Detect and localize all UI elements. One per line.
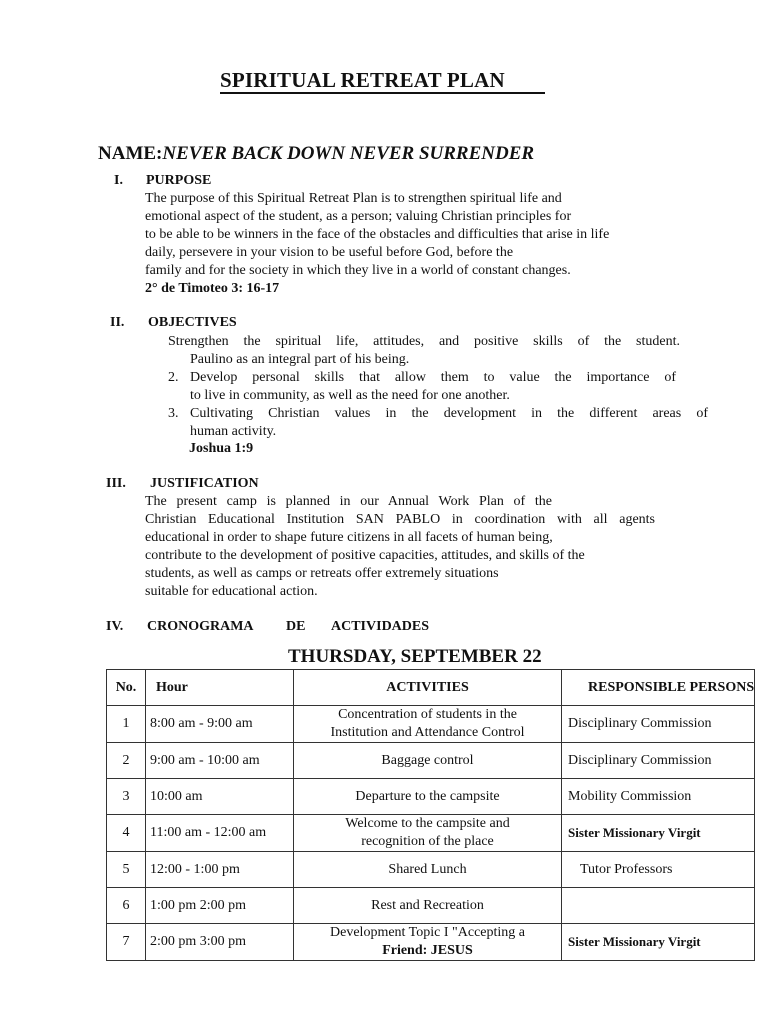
- table-row: [107, 779, 755, 815]
- row-hour: 12:00 - 1:00 pm: [146, 852, 294, 888]
- row-number: 7: [107, 924, 146, 961]
- row-activity: [294, 888, 562, 924]
- table-row: [107, 888, 755, 924]
- row-responsible: [562, 888, 755, 924]
- objective-1-line1: Strengthen the spiritual life, attitudes, and positive skills of the student.: [168, 334, 680, 349]
- objective-3: [190, 405, 708, 441]
- row-number: 1: [107, 706, 146, 743]
- column-header-responsible: RESPONSIBLE PERSONS: [562, 670, 755, 706]
- purpose-number: I.: [114, 173, 123, 188]
- activity-line: recognition of the place: [361, 834, 494, 849]
- column-header-activities: ACTIVITIES: [294, 670, 562, 706]
- justification-line: Christian Educational Institution SAN PABLO in coordination with all agents: [145, 512, 655, 527]
- row-responsible: Sister Missionary Virgit: [562, 924, 755, 961]
- row-hour: 1:00 pm 2:00 pm: [146, 888, 294, 924]
- row-activity: [294, 815, 562, 852]
- row-number: 5: [107, 852, 146, 888]
- schedule-date: THURSDAY, SEPTEMBER 22: [288, 646, 542, 667]
- purpose-verse: 2° de Timoteo 3: 16-17: [145, 281, 280, 296]
- justification-line: educational in order to shape future citizens in all facets of human being,: [145, 530, 553, 545]
- row-hour: 8:00 am - 9:00 am: [146, 706, 294, 743]
- row-responsible: Disciplinary Commission: [562, 743, 755, 779]
- row-hour: 10:00 am: [146, 779, 294, 815]
- table-header-row: [107, 670, 755, 706]
- justification-line: The present camp is planned in our Annual Work Plan of the: [145, 494, 552, 509]
- activity-line: Shared Lunch: [388, 861, 467, 877]
- purpose-paragraph: [145, 190, 656, 298]
- objective-2: [190, 369, 676, 405]
- activity-line: Friend: JESUS: [382, 943, 473, 958]
- row-number: 6: [107, 888, 146, 924]
- row-number: 4: [107, 815, 146, 852]
- row-number: 3: [107, 779, 146, 815]
- row-responsible: Tutor Professors: [562, 852, 755, 888]
- table-row: [107, 924, 755, 961]
- activity-line: Rest and Recreation: [371, 897, 484, 913]
- purpose-heading: PURPOSE: [146, 173, 212, 188]
- row-number: 2: [107, 743, 146, 779]
- name-value: NEVER BACK DOWN NEVER SURRENDER: [162, 143, 535, 164]
- activity-line: Concentration of students in the: [338, 707, 517, 722]
- objective-3-line1: Cultivating Christian values in the development in the different areas of: [190, 406, 708, 421]
- purpose-line: emotional aspect of the student, as a person; valuing Christian principles for: [145, 209, 572, 224]
- row-activity: [294, 779, 562, 815]
- purpose-line: to be able to be winners in the face of the obstacles and difficulties that arise in life: [145, 227, 610, 242]
- table-row: [107, 815, 755, 852]
- objectives-verse: Joshua 1:9: [189, 441, 254, 456]
- objective-3-number: 3.: [168, 406, 179, 421]
- row-hour: 9:00 am - 10:00 am: [146, 743, 294, 779]
- row-activity: [294, 852, 562, 888]
- document-title: SPIRITUAL RETREAT PLAN: [220, 68, 545, 94]
- purpose-line: daily, persevere in your vision to be useful before God, before the: [145, 245, 514, 260]
- retreat-name: [98, 143, 534, 165]
- objectives-heading: OBJECTIVES: [148, 315, 237, 330]
- table-row: [107, 706, 755, 743]
- activity-line: Development Topic I "Accepting a: [330, 925, 525, 940]
- justification-paragraph: [145, 493, 655, 601]
- schedule-number: IV.: [106, 619, 124, 634]
- objective-2-line1: Develop personal skills that allow them to value the importance of: [190, 370, 676, 385]
- row-activity: [294, 706, 562, 743]
- justification-line: students, as well as camps or retreats offer extremely situations: [145, 566, 499, 581]
- row-responsible: Mobility Commission: [562, 779, 755, 815]
- column-header-hour: Hour: [146, 670, 294, 706]
- row-responsible: Disciplinary Commission: [562, 706, 755, 743]
- schedule-heading-word-1: CRONOGRAMA: [147, 619, 254, 634]
- activity-line: Departure to the campsite: [355, 788, 500, 804]
- objective-1-line2: Paulino as an integral part of his being.: [190, 352, 410, 367]
- justification-number: III.: [106, 476, 126, 491]
- justification-line: contribute to the development of positive capacities, attitudes, and skills of the: [145, 548, 585, 563]
- row-activity: [294, 743, 562, 779]
- activity-line: Institution and Attendance Control: [330, 725, 525, 740]
- objective-3-line2: human activity.: [190, 424, 277, 439]
- objectives-number: II.: [110, 315, 125, 330]
- purpose-line: family and for the society in which they live in a world of constant changes.: [145, 263, 571, 278]
- activity-line: Baggage control: [381, 752, 474, 768]
- activity-line: Welcome to the campsite and: [345, 816, 510, 831]
- row-activity: [294, 924, 562, 961]
- objective-2-line2: to live in community, as well as the need for one another.: [190, 388, 510, 403]
- name-label: NAME:: [98, 143, 163, 164]
- table-row: [107, 743, 755, 779]
- justification-line: suitable for educational action.: [145, 584, 318, 599]
- column-header-no: No.: [107, 670, 146, 706]
- row-responsible: Sister Missionary Virgit: [562, 815, 755, 852]
- objective-1: [168, 333, 680, 369]
- table-row: [107, 852, 755, 888]
- row-hour: 2:00 pm 3:00 pm: [146, 924, 294, 961]
- row-hour: 11:00 am - 12:00 am: [146, 815, 294, 852]
- schedule-table: [106, 669, 755, 961]
- justification-heading: JUSTIFICATION: [150, 476, 259, 491]
- schedule-heading-word-3: ACTIVIDADES: [331, 619, 430, 634]
- objective-2-number: 2.: [168, 370, 179, 385]
- schedule-heading-word-2: DE: [286, 619, 306, 634]
- purpose-line: The purpose of this Spiritual Retreat Plan is to strengthen spiritual life and: [145, 191, 562, 206]
